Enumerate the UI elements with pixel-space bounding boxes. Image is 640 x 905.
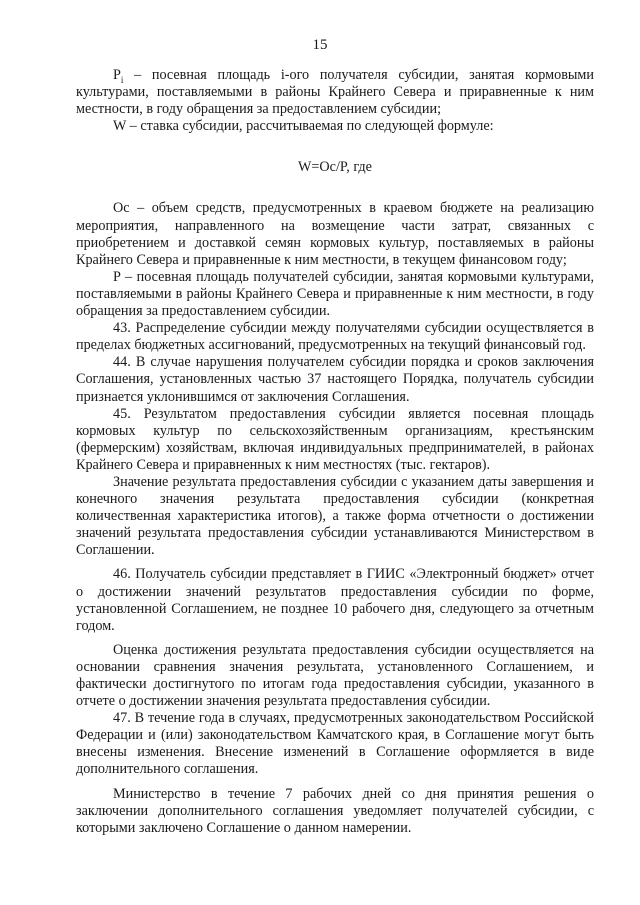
paragraph-p-definition: P – посевная площадь получателей субсидии, занятая кормовыми культурами, поставляемыми в районы Крайнего Севера и приравненные к ним местности, в году обращения за предоставлением субсидии. xyxy=(76,268,594,320)
variable-p: P xyxy=(113,67,121,83)
paragraph-evaluation: Оценка достижения результата предоставления субсидии осуществляется на основании сравнения значения результата, установленного Соглашением, и фактически достигнутого по итогам года предоставления субсидии, указанного в отчете о достижении значения результата предоставления субсидии. xyxy=(76,641,594,710)
paragraph-45: 45. Результатом предоставления субсидии является посевная площадь кормовых культур по сельскохозяйственным организациям, крестьянским (фермерским) хозяйствам, включая индивидуальных предпринимателей, в районах Крайнего Севера и приравненных к ним местностях (тыс. гектаров). xyxy=(76,405,594,473)
paragraph-ministry-notice: Министерство в течение 7 рабочих дней со дня принятия решения о заключении дополнительного соглашения уведомляет получателей субсидии, с которыми заключено Соглашение о данном намерении. xyxy=(76,785,594,836)
paragraph-spacer xyxy=(76,779,594,786)
page-number: 15 xyxy=(312,37,328,53)
variable-subscript-i: i xyxy=(120,74,124,85)
paragraph-pi-definition xyxy=(76,67,594,118)
paragraph-44: 44. В случае нарушения получателем субсидии порядка и сроков заключения Соглашения, установленных частью 37 настоящего Порядка, получатель субсидии признается уклонившимся от заключения Соглашения. xyxy=(76,354,594,405)
paragraph-oc-definition: Oc – объем средств, предусмотренных в краевом бюджете на реализацию мероприятия, направленного на возмещение части затрат, связанных с приобретением и доставкой семян кормовых культур, поставляемых в районы Крайнего Севера и приравненные к ним местности, в текущем финансовом году; xyxy=(76,200,594,268)
paragraph-pi-text: – посевная площадь i-ого получателя субсидии, занятая кормовыми культурами, поставляемыми в районы Крайнего Севера и приравненные к ним местности, в году обращения за предоставлением субсидии; xyxy=(76,67,594,118)
paragraph-spacer xyxy=(76,635,594,642)
paragraph-w-definition: W – ставка субсидии, рассчитываемая по следующей формуле: xyxy=(113,118,494,135)
paragraph-43: 43. Распределение субсидии между получателями субсидии осуществляется в пределах бюджетных ассигнований, предусмотренных на текущий финансовый год. xyxy=(76,320,594,354)
document-body xyxy=(76,67,594,837)
formula: W=Oc/P, где xyxy=(298,159,372,176)
paragraph-spacer xyxy=(76,559,594,566)
paragraph-46: 46. Получатель субсидии представляет в ГИИС «Электронный бюджет» отчет о достижении значений результатов предоставления субсидии по форме, установленной Соглашением, не позднее 10 рабочего дня, следующего за отчетным годом. xyxy=(76,566,594,634)
paragraph-47: 47. В течение года в случаях, предусмотренных законодательством Российской Федерации и (или) законодательством Камчатского края, в Соглашение могут быть внесены изменения. Внесение изменений в Соглашение оформляется в виде дополнительного соглашения. xyxy=(76,710,594,778)
paragraph-result-value: Значение результата предоставления субсидии с указанием даты завершения и конечного значения результата предоставления субсидии (конкретная количественная характеристика итогов), а также форма отчетности о достижении значений результата предоставления субсидии устанавливаются Министерством в Соглашении. xyxy=(76,473,594,559)
